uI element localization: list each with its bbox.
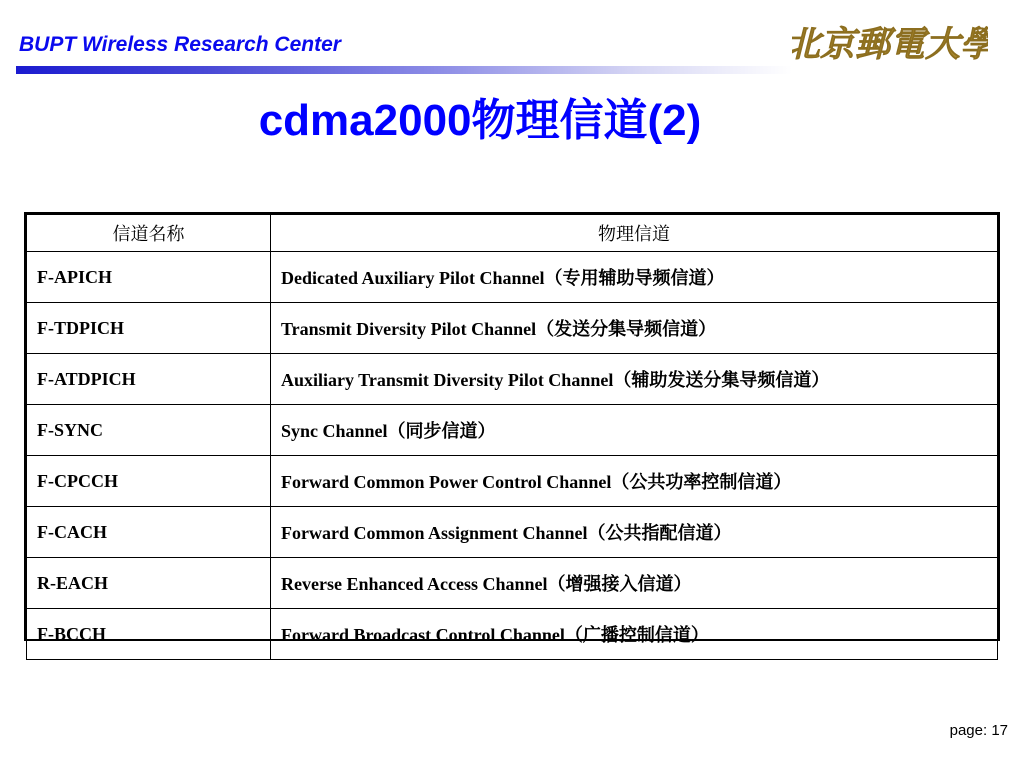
channel-description: Transmit Diversity Pilot Channel（发送分集导频信道） [271, 303, 998, 354]
channel-description: Forward Common Power Control Channel（公共功率控制信道） [271, 456, 998, 507]
channel-description: Auxiliary Transmit Diversity Pilot Channel（辅助发送分集导频信道） [271, 354, 998, 405]
channel-abbr: F-APICH [27, 252, 271, 303]
channel-abbr: F-TDPICH [27, 303, 271, 354]
channel-description: Forward Broadcast Control Channel（广播控制信道） [271, 609, 998, 660]
channel-description: Dedicated Auxiliary Pilot Channel（专用辅助导频信道） [271, 252, 998, 303]
channel-description: Sync Channel（同步信道） [271, 405, 998, 456]
table-row [27, 456, 998, 507]
channel-abbr: R-EACH [27, 558, 271, 609]
table-row [27, 558, 998, 609]
table-row [27, 252, 998, 303]
header-divider [16, 66, 792, 74]
table-row [27, 354, 998, 405]
channel-abbr: F-CPCCH [27, 456, 271, 507]
slide-title [0, 84, 1024, 148]
channel-abbr: F-SYNC [27, 405, 271, 456]
header-channel-name: 信道名称 [27, 215, 271, 252]
channel-table [24, 212, 1000, 645]
channel-description: Forward Common Assignment Channel（公共指配信道） [271, 507, 998, 558]
channel-abbr: F-ATDPICH [27, 354, 271, 405]
slide-title-text: cdma2000物理信道(2) [258, 96, 702, 145]
table-header-row [27, 215, 998, 252]
table-row [27, 609, 998, 660]
table-row [27, 303, 998, 354]
header-physical-channel: 物理信道 [271, 215, 998, 252]
channel-abbr: F-BCCH [27, 609, 271, 660]
page-number: page: 17 [949, 722, 1008, 739]
table-row [27, 507, 998, 558]
logo-calligraphy: 北京郵電大學 [792, 24, 988, 65]
table-row [27, 405, 998, 456]
channel-description: Reverse Enhanced Access Channel（增强接入信道） [271, 558, 998, 609]
org-name: BUPT Wireless Research Center [19, 33, 341, 56]
channel-abbr: F-CACH [27, 507, 271, 558]
university-logo [792, 14, 988, 72]
